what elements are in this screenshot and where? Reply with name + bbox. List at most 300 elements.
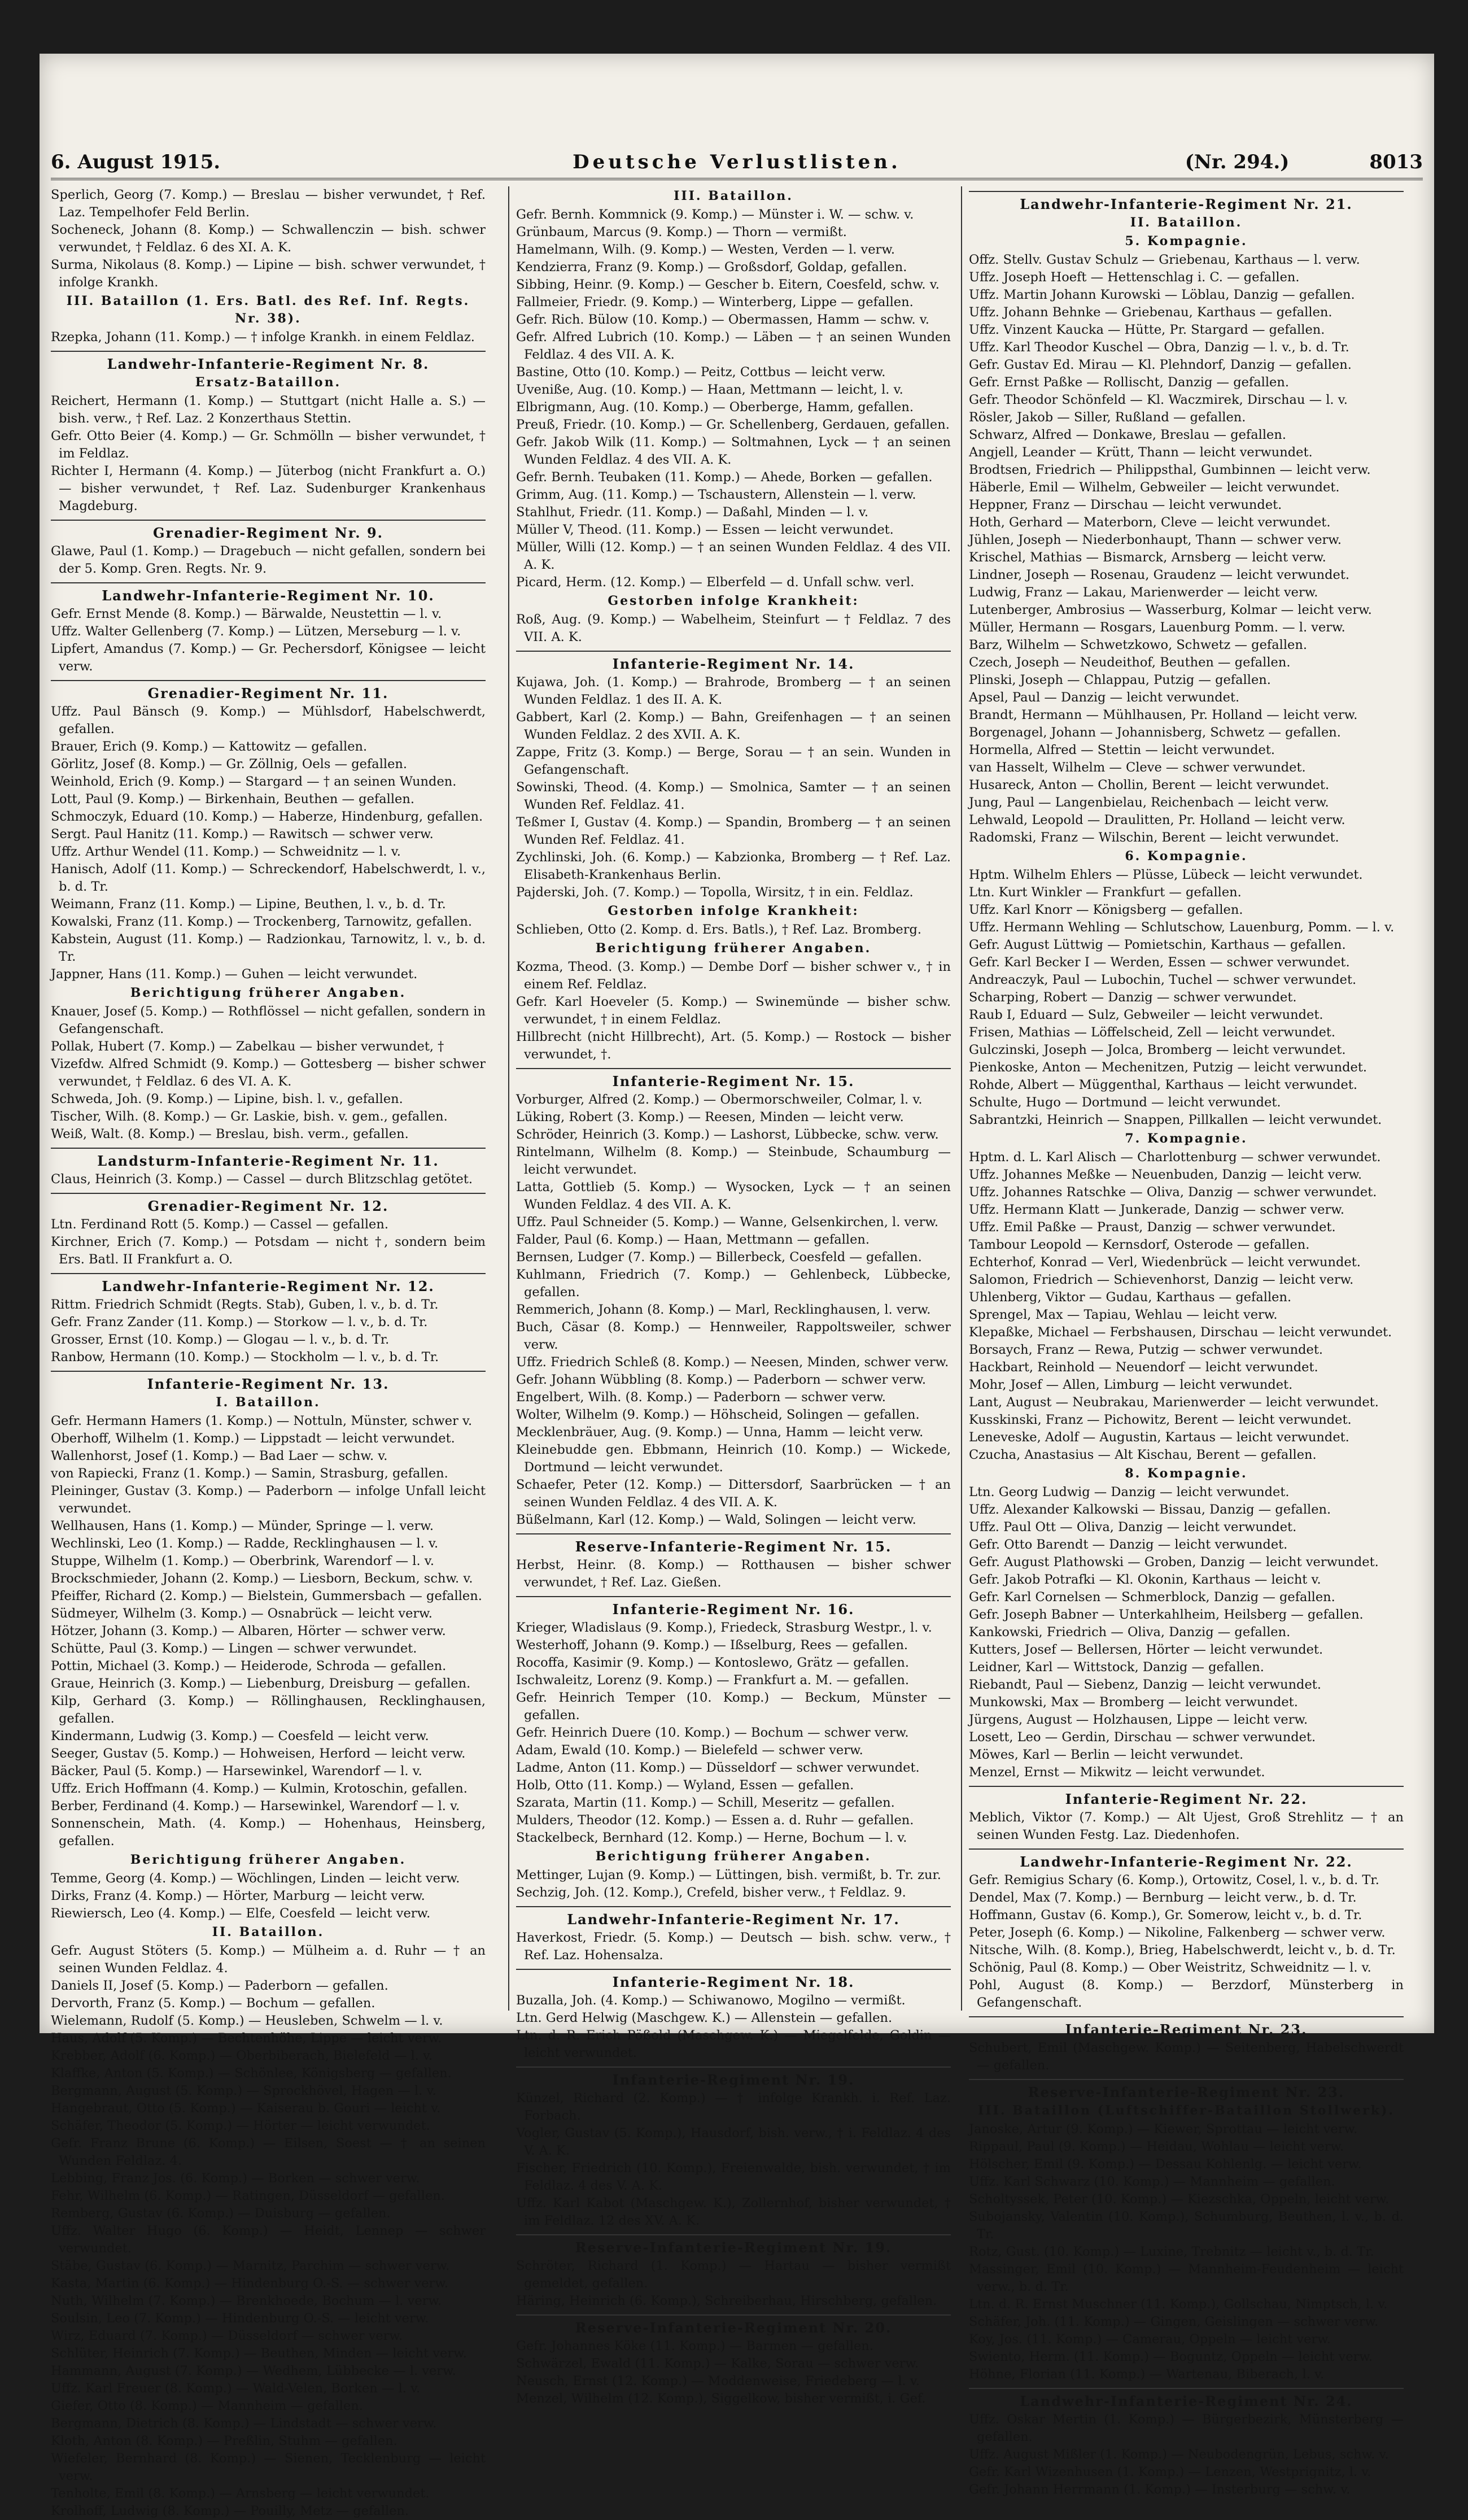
casualty-entry: Plinski, Joseph — Chlappau, Putzig — gefallen. bbox=[969, 673, 1271, 687]
casualty-entry: Gefr. Heinrich Duere (10. Komp.) — Bochum — schwer verw. bbox=[516, 1725, 909, 1740]
casualty-entry: Gefr. Heinrich Temper (10. Komp.) — Beckum, Münster — gefallen. bbox=[516, 1690, 951, 1723]
casualty-entry: Remberg, Gustav (6. Komp.) — Duisburg — gefallen. bbox=[51, 2206, 391, 2221]
casualty-entry: Wielemann, Rudolf (5. Komp.) — Heusleben, Schwelm — l. v. bbox=[51, 2013, 443, 2028]
casualty-entry: Uffz. Hermann Wehling — Schlutschow, Lauenburg, Pomm. — l. v. bbox=[969, 920, 1395, 935]
casualty-entry: Gefr. Remigius Schary (6. Komp.), Ortowitz, Cosel, l. v., b. d. Tr. bbox=[969, 1873, 1379, 1887]
casualty-entry: Tenholte, Emil (8. Komp.) — Arnsberg — leicht verwundet. bbox=[51, 2486, 430, 2501]
casualty-entry: Hamelmann, Wilh. (9. Komp.) — Westen, Verden — l. verw. bbox=[516, 242, 895, 257]
casualty-entry: Haus, Adolf (5. Komp.) — Bechtenhöhe, Lippe — leicht verw. bbox=[51, 2031, 442, 2046]
casualty-entry: Zappe, Fritz (3. Komp.) — Berge, Sorau — † an sein. Wunden in Gefangenschaft. bbox=[516, 745, 951, 777]
casualty-entry: Berber, Ferdinand (4. Komp.) — Harsewinkel, Warendorf — l. v. bbox=[51, 1799, 460, 1813]
casualty-entry: Offz. Stellv. Gustav Schulz — Griebenau, Karthaus — l. verw. bbox=[969, 252, 1360, 267]
casualty-entry: Szarata, Martin (11. Komp.) — Schill, Meseritz — gefallen. bbox=[516, 1795, 895, 1810]
casualty-entry: Sperlich, Georg (7. Komp.) — Breslau — bisher verwundet, † Ref. Laz. Tempelhofer Feld Berlin. bbox=[51, 188, 486, 220]
casualty-entry: Ranbow, Hermann (10. Komp.) — Stockholm — l. v., b. d. Tr. bbox=[51, 1350, 439, 1364]
section-heading: III. Bataillon (Luftschiffer-Bataillon Stollwerk). bbox=[977, 2103, 1395, 2118]
casualty-entry: Südmeyer, Wilhelm (3. Komp.) — Osnabrück — leicht verw. bbox=[51, 1606, 432, 1621]
casualty-entry: Herbst, Heinr. (8. Komp.) — Rotthausen — bisher schwer verwundet, † Ref. Laz. Gießen. bbox=[516, 1558, 951, 1590]
casualty-entry: Jürgens, August — Holzhausen, Lippe — leicht verw. bbox=[969, 1712, 1308, 1727]
casualty-entry: Kleinebudde gen. Ebbmann, Heinrich (10. Komp.) — Wickede, Dortmund — leicht verwundet. bbox=[516, 1442, 951, 1475]
casualty-entry: Hillbrecht (nicht Hillbrecht), Art. (5. Komp.) — Rostock — bisher verwundet, †. bbox=[516, 1030, 951, 1062]
casualty-entry: Oberhoff, Wilhelm (1. Komp.) — Lippstadt — leicht verwundet. bbox=[51, 1431, 455, 1446]
column-3 bbox=[961, 186, 1404, 2497]
casualty-entry: Schlieben, Otto (2. Komp. d. Ers. Batls.), † Ref. Laz. Bromberg. bbox=[516, 922, 922, 937]
casualty-entry: Brandt, Hermann — Mühlhausen, Pr. Holland — leicht verw. bbox=[969, 708, 1358, 722]
newspaper-page bbox=[40, 54, 1434, 2518]
casualty-entry: Krieger, Wladislaus (9. Komp.), Friedeck, Strasburg Westpr., l. v. bbox=[516, 1620, 932, 1635]
casualty-entry: Uffz. Friedrich Schleß (8. Komp.) — Neesen, Minden, schwer verw. bbox=[516, 1355, 949, 1370]
casualty-entry: Koy, Jos. (11. Komp.) — Camerau, Oppeln — leicht verw. bbox=[969, 2332, 1331, 2347]
casualty-entry: von Rapiecki, Franz (1. Komp.) — Samin, Strasburg, gefallen. bbox=[51, 1466, 448, 1481]
casualty-entry: Ltn. Kurt Winkler — Frankfurt — gefallen. bbox=[969, 885, 1242, 900]
casualty-entry: Gefr. Otto Barendt — Danzig — leicht verwundet. bbox=[969, 1537, 1288, 1552]
casualty-entry: Pottin, Michael (3. Komp.) — Heiderode, Schroda — gefallen. bbox=[51, 1659, 447, 1673]
casualty-entry: Gefr. Franz Brune (6. Komp.) — Eilsen, Soest — † an seinen Wunden Feldlaz. 4. bbox=[51, 2136, 486, 2168]
section-heading: Ersatz-Bataillon. bbox=[195, 375, 342, 390]
casualty-entry: Menzel, Ernst — Mikwitz — leicht verwundet. bbox=[969, 1765, 1265, 1780]
section-heading: 7. Kompagnie. bbox=[1125, 1131, 1248, 1146]
casualty-entry: Reichert, Hermann (1. Komp.) — Stuttgart (nicht Halle a. S.) — bish. verw., † Ref. Laz. 2 Konzerthaus Stettin. bbox=[51, 394, 486, 426]
casualty-entry: Preuß, Friedr. (10. Komp.) — Gr. Schellenberg, Gerdauen, gefallen. bbox=[516, 417, 950, 432]
casualty-entry: Claus, Heinrich (3. Komp.) — Cassel — durch Blitzschlag getötet. bbox=[51, 1172, 473, 1187]
casualty-entry: Sergt. Paul Hanitz (11. Komp.) — Rawitsch — schwer verw. bbox=[51, 827, 434, 842]
section-heading: Berichtigung früherer Angaben. bbox=[595, 941, 872, 956]
section-heading: II. Bataillon. bbox=[212, 1925, 325, 1939]
regiment-heading: Landwehr-Infanterie-Regiment Nr. 12. bbox=[51, 1273, 486, 1295]
casualty-entry: Schäfer, Theodor (5. Komp.) — Hörter — leicht verwundet. bbox=[51, 2118, 430, 2133]
casualty-entry: Soulsin, Leo (7. Komp.) — Hindenburg O.-S. — leicht verw. bbox=[51, 2311, 429, 2326]
casualty-entry: Gefr. Rich. Bülow (10. Komp.) — Obermassen, Hamm — schw. v. bbox=[516, 312, 929, 327]
casualty-entry: Gefr. Karl Cornelsen — Schmerblock, Danzig — gefallen. bbox=[969, 1590, 1335, 1605]
casualty-entry: Uffz. Paul Ott — Oliva, Danzig — leicht verwundet. bbox=[969, 1520, 1297, 1534]
casualty-entry: Gefr. Joseph Babner — Unterkahlheim, Heilsberg — gefallen. bbox=[969, 1607, 1364, 1622]
casualty-entry: Daniels II, Josef (5. Komp.) — Paderborn — gefallen. bbox=[51, 1978, 388, 1993]
casualty-entry: Klepaßke, Michael — Ferbshausen, Dirschau — leicht verwundet. bbox=[969, 1325, 1392, 1340]
casualty-entry: Zychlinski, Joh. (6. Komp.) — Kabzionka, Bromberg — † Ref. Laz. Elisabeth-Krankenhaus Berlin. bbox=[516, 850, 951, 882]
casualty-entry: Weimann, Franz (11. Komp.) — Lipine, Beuthen, l. v., b. d. Tr. bbox=[51, 897, 446, 912]
casualty-entry: Brodtsen, Friedrich — Philippsthal, Gumbinnen — leicht verw. bbox=[969, 463, 1371, 477]
casualty-entry: Bäcker, Paul (5. Komp.) — Harsewinkel, Warendorf — l. v. bbox=[51, 1764, 422, 1778]
casualty-entry: Gefr. August Lüttwig — Pomietschin, Karthaus — gefallen. bbox=[969, 938, 1346, 952]
casualty-entry: Lutenberger, Ambrosius — Wasserburg, Kolmar — leicht verw. bbox=[969, 603, 1372, 617]
casualty-entry: Uffz. Walter Gellenberg (7. Komp.) — Lützen, Merseburg — l. v. bbox=[51, 624, 461, 639]
casualty-entry: Angjell, Leander — Krütt, Thann — leicht verwundet. bbox=[969, 445, 1313, 460]
casualty-entry: Vogler, Gustav (5. Komp.), Hausdorf, bish. verw., † i. Feldlaz. 4 des V. A. K. bbox=[516, 2126, 951, 2158]
casualty-entry: Gefr. August Stöters (5. Komp.) — Mülheim a. d. Ruhr — † an seinen Wunden Feldlaz. 4. bbox=[51, 1943, 486, 1976]
casualty-entry: Nitsche, Wilh. (8. Komp.), Brieg, Habelschwerdt, leicht v., b. d. Tr. bbox=[969, 1943, 1396, 1957]
casualty-entry: Engelbert, Wilh. (8. Komp.) — Paderborn — schwer verw. bbox=[516, 1390, 886, 1405]
casualty-entry: Borsaych, Franz — Rewa, Putzig — schwer verwundet. bbox=[969, 1342, 1323, 1357]
casualty-entry: Gefr. Bernh. Teubaken (11. Komp.) — Ahede, Borken — gefallen. bbox=[516, 470, 933, 485]
casualty-entry: Holb, Otto (11. Komp.) — Wyland, Essen — gefallen. bbox=[516, 1778, 854, 1793]
casualty-entry: Grünbaum, Marcus (9. Komp.) — Thorn — vermißt. bbox=[516, 225, 847, 239]
casualty-entry: Gulczinski, Joseph — Jolca, Bromberg — leicht verwundet. bbox=[969, 1043, 1346, 1057]
casualty-entry: Jühlen, Joseph — Niederbonhaupt, Thann — schwer verw. bbox=[969, 533, 1342, 547]
casualty-entry: Höhne, Florian (11. Komp.) — Wartenau, Biberach, l. v. bbox=[969, 2367, 1325, 2382]
casualty-entry: Uffz. Walter Hugo (6. Komp.) — Heidt, Lennep — schwer verwundet. bbox=[51, 2223, 486, 2256]
casualty-entry: Lehwald, Leopold — Draulitten, Pr. Holland — leicht verw. bbox=[969, 813, 1345, 827]
section-heading: III. Bataillon. bbox=[674, 189, 793, 203]
casualty-entry: Ludwig, Franz — Lakau, Marienwerder — leicht verw. bbox=[969, 585, 1318, 600]
casualty-entry: Hanisch, Adolf (11. Komp.) — Schreckendorf, Habelschwerdt, l. v., b. d. Tr. bbox=[51, 862, 486, 894]
casualty-entry: Pajderski, Joh. (7. Komp.) — Topolla, Wirsitz, † in ein. Feldlaz. bbox=[516, 885, 914, 900]
casualty-entry: Nuth, Wilhelm (7. Komp.) — Brenkhoede, Bochum — l. verw. bbox=[51, 2294, 442, 2308]
casualty-entry: Bergmann, August (5. Komp.) — Sprockhövel, Hagen — l. v. bbox=[51, 2083, 436, 2098]
casualty-entry: Pfeiffer, Richard (2. Komp.) — Bielstein, Gummersbach — gefallen. bbox=[51, 1589, 482, 1603]
casualty-entry: Schütte, Paul (3. Komp.) — Lingen — schwer verwundet. bbox=[51, 1641, 417, 1656]
casualty-entry: Uffz. Johannes Meßke — Neuenbuden, Danzig — leicht verw. bbox=[969, 1167, 1362, 1182]
casualty-entry: Tambour Leopold — Kernsdorf, Osterode — gefallen. bbox=[969, 1237, 1310, 1252]
casualty-entry: Seeger, Gustav (5. Komp.) — Hohweisen, Herford — leicht verw. bbox=[51, 1746, 466, 1761]
casualty-entry: Mohr, Josef — Allen, Limburg — leicht verwundet. bbox=[969, 1377, 1293, 1392]
casualty-entry: Hptm. Wilhelm Ehlers — Plüsse, Lübeck — leicht verwundet. bbox=[969, 867, 1363, 882]
casualty-entry: Ischwaleitz, Lorenz (9. Komp.) — Frankfurt a. M. — gefallen. bbox=[516, 1673, 909, 1688]
casualty-entry: Wallenhorst, Josef (1. Komp.) — Bad Laer — schw. v. bbox=[51, 1449, 388, 1463]
casualty-entry: Rösler, Jakob — Siller, Rußland — gefallen. bbox=[969, 410, 1246, 425]
casualty-entry: Meblich, Viktor (7. Komp.) — Alt Ujest, Groß Strehlitz — † an seinen Wunden Festg. Laz. Diedenhofen. bbox=[969, 1810, 1404, 1842]
casualty-entry: Glawe, Paul (1. Komp.) — Dragebuch — nicht gefallen, sondern bei der 5. Komp. Gren. Regts. Nr. 9. bbox=[51, 544, 486, 576]
casualty-entry: Sibbing, Heinr. (9. Komp.) — Gescher b. Eitern, Coesfeld, schw. v. bbox=[516, 277, 940, 292]
regiment-heading: Grenadier-Regiment Nr. 9. bbox=[51, 520, 486, 542]
casualty-entry: Gefr. Karl Becker I — Werden, Essen — schwer verwundet. bbox=[969, 955, 1350, 970]
casualty-entry: Hölscher, Emil (9. Komp.) — Dessau Kohlenlg. — leicht verw. bbox=[969, 2157, 1362, 2172]
casualty-entry: Görlitz, Josef (8. Komp.) — Gr. Zöllnig, Oels — gefallen. bbox=[51, 757, 408, 771]
casualty-entry: Graue, Heinrich (3. Komp.) — Liebenburg, Dreisburg — gefallen. bbox=[51, 1676, 471, 1691]
casualty-entry: Temme, Georg (4. Komp.) — Wöchlingen, Linden — leicht verw. bbox=[51, 1871, 460, 1886]
casualty-entry: Kindermann, Ludwig (3. Komp.) — Coesfeld — leicht verw. bbox=[51, 1729, 429, 1743]
casualty-entry: Ltn. Ferdinand Rott (5. Komp.) — Cassel — gefallen. bbox=[51, 1217, 388, 1232]
casualty-entry: Hptm. d. L. Karl Alisch — Charlottenburg — schwer verwundet. bbox=[969, 1150, 1381, 1165]
casualty-entry: Stahlhut, Friedr. (11. Komp.) — Daßahl, Minden — l. v. bbox=[516, 505, 869, 520]
regiment-heading: Landwehr-Infanterie-Regiment Nr. 10. bbox=[51, 582, 486, 604]
casualty-entry: Kloth, Anton (8. Komp.) — Preßlin, Stuhm — gefallen. bbox=[51, 2434, 397, 2448]
casualty-entry: Gabbert, Karl (2. Komp.) — Bahn, Greifenhagen — † an seinen Wunden Feldlaz. 2 des XVII. A. K. bbox=[516, 710, 951, 742]
section-heading: Berichtigung früherer Angaben. bbox=[595, 1849, 872, 1864]
regiment-heading: Landwehr-Infanterie-Regiment Nr. 22. bbox=[969, 1848, 1404, 1871]
casualty-entry: Gefr. Johann Herrmann (1. Komp.) — Insterburg — schw. v. bbox=[969, 2482, 1351, 2497]
casualty-entry: Rzepka, Johann (11. Komp.) — † infolge Krankh. in einem Feldlaz. bbox=[51, 330, 475, 345]
regiment-heading: Infanterie-Regiment Nr. 19. bbox=[516, 2066, 951, 2089]
issue-number: (Nr. 294.) bbox=[1185, 151, 1290, 173]
casualty-entry: Gefr. Jakob Wilk (11. Komp.) — Soltmahnen, Lyck — † an seinen Wunden Feldlaz. 4 des VII. A. K. bbox=[516, 435, 951, 467]
casualty-entry: Tischer, Wilh. (8. Komp.) — Gr. Laskie, bish. v. gem., gefallen. bbox=[51, 1109, 448, 1124]
casualty-entry: Schröter, Richard (1. Komp.) — Hartau — bisher vermißt gemeldet, gefallen. bbox=[516, 2259, 951, 2291]
casualty-entry: Lott, Paul (9. Komp.) — Birkenhain, Beuthen — gefallen. bbox=[51, 792, 414, 806]
casualty-entry: Buzalla, Joh. (4. Komp.) — Schiwanowo, Mogilno — vermißt. bbox=[516, 1993, 906, 2008]
casualty-entry: Brauer, Erich (9. Komp.) — Kattowitz — gefallen. bbox=[51, 739, 368, 754]
column-2 bbox=[508, 186, 951, 2406]
casualty-entry: Massinger, Emil (10. Komp.) — Mannheim-Feudenheim — leicht verw., b. d. Tr. bbox=[969, 2262, 1404, 2294]
casualty-entry: Frisen, Mathias — Löffelscheid, Zell — leicht verwundet. bbox=[969, 1025, 1336, 1040]
casualty-entry: Leidner, Karl — Wittstock, Danzig — gefallen. bbox=[969, 1660, 1264, 1675]
casualty-entry: Uffz. Karl Kabot (Maschgew. K.), Zollernhof, bisher verwundet, † im Feldlaz. 12 des XV. A. K. bbox=[516, 2196, 951, 2228]
casualty-entry: Richter I, Hermann (4. Komp.) — Jüterbog (nicht Frankfurt a. O.) — bisher verwundet, † Ref. Laz. Sudenburger Krankenhaus Magdeburg. bbox=[51, 464, 486, 513]
casualty-entry: Lindner, Joseph — Rosenau, Graudenz — leicht verwundet. bbox=[969, 568, 1350, 582]
casualty-entry: Gefr. Karl Hoeveler (5. Komp.) — Swinemünde — bisher schw. verwundet, † in einem Feldlaz. bbox=[516, 995, 951, 1027]
section-heading: Berichtigung früherer Angaben. bbox=[130, 986, 407, 1000]
casualty-entry: Husareck, Anton — Chollin, Berent — leicht verwundet. bbox=[969, 778, 1330, 792]
casualty-entry: Schmoczyk, Eduard (10. Komp.) — Haberze, Hindenburg, gefallen. bbox=[51, 809, 483, 824]
casualty-entry: Kuhlmann, Friedrich (7. Komp.) — Gehlenbeck, Lübbecke, gefallen. bbox=[516, 1267, 951, 1300]
casualty-entry: Kendzierra, Franz (9. Komp.) — Großsdorf, Goldap, gefallen. bbox=[516, 260, 907, 274]
casualty-entry: Hötzer, Johann (3. Komp.) — Albaren, Hörter — schwer verw. bbox=[51, 1624, 446, 1638]
casualty-entry: Haverkost, Friedr. (5. Komp.) — Deutsch — bish. schw. verw., † Ref. Laz. Hohensalza. bbox=[516, 1930, 951, 1963]
casualty-entry: Mulders, Theodor (12. Komp.) — Essen a. d. Ruhr — gefallen. bbox=[516, 1813, 914, 1828]
casualty-entry: Weiß, Walt. (8. Komp.) — Breslau, bish. verm., gefallen. bbox=[51, 1127, 409, 1141]
casualty-entry: Ltn. d. R. Ernst Muschner (11. Komp.), Gollschau, Nimptsch, l. v. bbox=[969, 2297, 1388, 2312]
casualty-entry: Lüking, Robert (3. Komp.) — Reesen, Minden — leicht verw. bbox=[516, 1110, 904, 1124]
casualty-entry: Kowalski, Franz (11. Komp.) — Trockenberg, Tarnowitz, gefallen. bbox=[51, 914, 472, 929]
casualty-entry: Uffz. Karl Freuer (8. Komp.) — Wald-Velen, Borken — l. v. bbox=[51, 2381, 421, 2396]
casualty-entry: Gefr. Hermann Hamers (1. Komp.) — Nottuln, Münster, schwer v. bbox=[51, 1414, 473, 1428]
casualty-entry: Riebandt, Paul — Siebenz, Danzig — leicht verwundet. bbox=[969, 1677, 1321, 1692]
casualty-entry: Hackbart, Reinhold — Neuendorf — leicht verwundet. bbox=[969, 1360, 1318, 1375]
casualty-entry: Hoth, Gerhard — Materborn, Cleve — leicht verwundet. bbox=[969, 515, 1331, 530]
casualty-entry: Uffz. Vinzent Kaucka — Hütte, Pr. Stargard — gefallen. bbox=[969, 322, 1325, 337]
casualty-entry: Schulte, Hugo — Dortmund — leicht verwundet. bbox=[969, 1095, 1281, 1110]
casualty-entry: Heppner, Franz — Dirschau — leicht verwundet. bbox=[969, 498, 1282, 512]
casualty-entry: Rohde, Albert — Müggenthal, Karthaus — leicht verwundet. bbox=[969, 1078, 1358, 1092]
casualty-entry: Schröder, Heinrich (3. Komp.) — Lashorst, Lübbecke, schw. verw. bbox=[516, 1127, 939, 1142]
casualty-entry: Weinhold, Erich (9. Komp.) — Stargard — † an seinen Wunden. bbox=[51, 774, 457, 789]
casualty-entry: van Hasselt, Wilhelm — Cleve — schwer verwundet. bbox=[969, 760, 1306, 775]
casualty-entry: Wellhausen, Hans (1. Komp.) — Münder, Springe — l. verw. bbox=[51, 1519, 434, 1533]
casualty-entry: Müller, Hermann — Rosgars, Lauenburg Pomm. — l. verw. bbox=[969, 620, 1345, 635]
casualty-entry: Borgenagel, Johann — Johannisberg, Schwetz — gefallen. bbox=[969, 725, 1341, 740]
casualty-entry: Bernsen, Ludger (7. Komp.) — Billerbeck, Coesfeld — gefallen. bbox=[516, 1250, 922, 1265]
casualty-entry: Schwarz, Alfred — Donkawe, Breslau — gefallen. bbox=[969, 428, 1287, 442]
regiment-heading: Reserve-Infanterie-Regiment Nr. 19. bbox=[516, 2234, 951, 2256]
casualty-entry: Kujawa, Joh. (1. Komp.) — Brahrode, Bromberg — † an seinen Wunden Feldlaz. 1 des II. A. K. bbox=[516, 675, 951, 707]
casualty-entry: Surma, Nikolaus (8. Komp.) — Lipine — bish. schwer verwundet, † infolge Krankh. bbox=[51, 258, 486, 290]
casualty-entry: Riewiersch, Leo (4. Komp.) — Elfe, Coesfeld — leicht verw. bbox=[51, 1906, 431, 1921]
section-heading: 6. Kompagnie. bbox=[1125, 849, 1248, 864]
regiment-heading: Infanterie-Regiment Nr. 18. bbox=[516, 1969, 951, 1991]
casualty-entry: Rocoffa, Kasimir (9. Komp.) — Kontoslewo, Grätz — gefallen. bbox=[516, 1655, 910, 1670]
casualty-entry: Gefr. Alfred Lubrich (10. Komp.) — Läben — † an seinen Wunden Feldlaz. 4 des VII. A. K. bbox=[516, 330, 951, 362]
casualty-entry: Gefr. Theodor Schönfeld — Kl. Waczmirek, Dirschau — l. v. bbox=[969, 393, 1348, 407]
casualty-entry: Uffz. Karl Theodor Kuschel — Obra, Danzig — l. v., b. d. Tr. bbox=[969, 340, 1349, 355]
casualty-entry: Brockschmieder, Johann (2. Komp.) — Liesborn, Beckum, schw. v. bbox=[51, 1571, 473, 1586]
casualty-entry: Müller V, Theod. (11. Komp.) — Essen — leicht verwundet. bbox=[516, 522, 894, 537]
casualty-entry: Echterhof, Konrad — Verl, Wiedenbrück — leicht verwundet. bbox=[969, 1255, 1361, 1270]
casualty-entry: Gefr. August Plathowski — Groben, Danzig — leicht verwundet. bbox=[969, 1555, 1379, 1569]
casualty-entry: Kankowski, Friedrich — Oliva, Danzig — gefallen. bbox=[969, 1625, 1291, 1640]
casualty-entry: Fallmeier, Friedr. (9. Komp.) — Winterberg, Lippe — gefallen. bbox=[516, 295, 914, 309]
regiment-heading: Landsturm-Infanterie-Regiment Nr. 11. bbox=[51, 1148, 486, 1170]
casualty-entry: Dirks, Franz (4. Komp.) — Hörter, Marburg — leicht verw. bbox=[51, 1889, 425, 1903]
casualty-entry: Häring, Heinrich (6. Komp.), Schreiberhau, Hirschberg, gefallen. bbox=[516, 2294, 937, 2308]
casualty-entry: Teßmer I, Gustav (4. Komp.) — Spandin, Bromberg — † an seinen Wunden Ref. Feldlaz. 41. bbox=[516, 815, 951, 847]
casualty-entry: Losett, Leo — Gerdin, Dirschau — schwer verwundet. bbox=[969, 1730, 1316, 1745]
casualty-entry: Gefr. Karl Wizenhusen (1. Komp.) — Lenzen, Westprignitz, l. v. bbox=[969, 2465, 1371, 2479]
section-heading: I. Bataillon. bbox=[216, 1395, 321, 1410]
casualty-entry: Knauer, Josef (5. Komp.) — Rothflössel — nicht gefallen, sondern in Gefangenschaft. bbox=[51, 1004, 486, 1036]
casualty-entry: Pleininger, Gustav (3. Komp.) — Paderborn — infolge Unfall leicht verwundet. bbox=[51, 1484, 486, 1516]
casualty-entry: Gefr. Gustav Ed. Mirau — Kl. Plehndorf, Danzig — gefallen. bbox=[969, 357, 1352, 372]
casualty-entry: Radomski, Franz — Wilschin, Berent — leicht verwundet. bbox=[969, 830, 1339, 845]
casualty-entry: Westerhoff, Johann (9. Komp.) — Ißselburg, Rees — gefallen. bbox=[516, 1638, 908, 1653]
casualty-entry: Subojansky, Valentin (10. Komp.), Schumburg, Beuthen, l. v., b. d. Tr. bbox=[969, 2209, 1404, 2242]
section-heading: II. Bataillon. bbox=[1130, 215, 1243, 230]
casualty-entry: Menzel, Wilhelm (12. Komp.), Siggelkow, bisher vermißt, i. Gef. bbox=[516, 2391, 926, 2406]
casualty-entry: Kozma, Theod. (3. Komp.) — Dembe Dorf — bisher schwer v., † in einem Ref. Feldlaz. bbox=[516, 960, 951, 992]
casualty-entry: Pollak, Hubert (7. Komp.) — Zabelkau — bisher verwundet, † bbox=[51, 1039, 444, 1054]
casualty-entry: Gefr. Ernst Paßke — Rollischt, Danzig — gefallen. bbox=[969, 375, 1290, 390]
casualty-entry: Wolter, Wilhelm (9. Komp.) — Höhscheid, Solingen — gefallen. bbox=[516, 1407, 920, 1422]
casualty-entry: Uffz. Emil Paßke — Praust, Danzig — schwer verwundet. bbox=[969, 1220, 1336, 1235]
casualty-entry: Dervorth, Franz (5. Komp.) — Bochum — gefallen. bbox=[51, 1996, 375, 2011]
casualty-entry: Pienkoske, Anton — Mechenitzen, Putzig — leicht verwundet. bbox=[969, 1060, 1367, 1075]
casualty-entry: Falder, Paul (6. Komp.) — Haan, Mettmann — gefallen. bbox=[516, 1232, 870, 1247]
section-heading: Gestorben infolge Krankheit: bbox=[608, 594, 859, 608]
casualty-entry: Hangebraut, Otto (5. Komp.) — Kaiserau b. Gouri — leicht v. bbox=[51, 2101, 441, 2116]
page-header bbox=[51, 144, 1423, 180]
casualty-entry: Lant, August — Neubrakau, Marienwerder — leicht verwundet. bbox=[969, 1395, 1379, 1410]
casualty-entry: Hormella, Alfred — Stettin — leicht verwundet. bbox=[969, 743, 1275, 757]
regiment-heading: Landwehr-Infanterie-Regiment Nr. 8. bbox=[51, 351, 486, 373]
casualty-entry: Picard, Herm. (12. Komp.) — Elberfeld — d. Unfall schw. verl. bbox=[516, 575, 915, 590]
casualty-entry: Remmerich, Johann (8. Komp.) — Marl, Recklinghausen, l. verw. bbox=[516, 1302, 931, 1317]
casualty-entry: Uveniße, Aug. (10. Komp.) — Haan, Mettmann — leicht, l. v. bbox=[516, 382, 903, 397]
casualty-entry: Hammann, August (7. Komp.) — Wedhem, Lübbecke — l. verw. bbox=[51, 2364, 456, 2378]
casualty-entry: Uffz. Alexander Kalkowski — Bissau, Danzig — gefallen. bbox=[969, 1502, 1331, 1517]
casualty-entry: Grosser, Ernst (10. Komp.) — Glogau — l. v., b. d. Tr. bbox=[51, 1332, 390, 1347]
casualty-entry: Krischel, Mathias — Bismarck, Arnsberg — leicht verw. bbox=[969, 550, 1326, 565]
casualty-entry: Stackelbeck, Bernhard (12. Komp.) — Herne, Bochum — l. v. bbox=[516, 1830, 907, 1845]
casualty-entry: Rippaul, Paul (9. Komp.) — Heidau, Wohlau — leicht verw. bbox=[969, 2139, 1344, 2154]
regiment-heading: Reserve-Infanterie-Regiment Nr. 20. bbox=[516, 2314, 951, 2336]
casualty-entry: Dendel, Max (7. Komp.) — Bernburg — leicht verw., b. d. Tr. bbox=[969, 1890, 1357, 1905]
casualty-entry: Schaefer, Peter (12. Komp.) — Dittersdorf, Saarbrücken — † an seinen Wunden Feldlaz. 4 des VII. A. K. bbox=[516, 1477, 951, 1510]
casualty-entry: Leneveske, Adolf — Augustin, Kartaus — leicht verwundet. bbox=[969, 1430, 1349, 1445]
casualty-entry: Rittm. Friedrich Schmidt (Regts. Stab), Guben, l. v., b. d. Tr. bbox=[51, 1297, 439, 1312]
casualty-entry: Wiefeler, Bernhard (8. Komp.) — Sienen, Tecklenburg — leicht verw. bbox=[51, 2451, 486, 2483]
casualty-entry: Latta, Gottlieb (5. Komp.) — Wysocken, Lyck — † an seinen Wunden Feldlaz. 4 des VII. A. K. bbox=[516, 1180, 951, 1212]
casualty-entry: Socheneck, Johann (8. Komp.) — Schwallenczin — bish. schwer verwundet, † Feldlaz. 6 des XI. A. K. bbox=[51, 223, 486, 255]
casualty-entry: Büßelmann, Karl (12. Komp.) — Wald, Solingen — leicht verw. bbox=[516, 1512, 916, 1527]
casualty-entry: Bastine, Otto (10. Komp.) — Peitz, Cottbus — leicht verw. bbox=[516, 365, 886, 380]
casualty-entry: Schönig, Paul (8. Komp.) — Ober Weistritz, Schweidnitz — l. v. bbox=[969, 1960, 1371, 1975]
casualty-entry: Wirz, Eduard (7. Komp.) — Düsseldorf — schwer verw. bbox=[51, 2329, 403, 2343]
casualty-entry: Vizefdw. Alfred Schmidt (9. Komp.) — Gottesberg — bisher schwer verwundet, † Feldlaz. 6 des VI. A. K. bbox=[51, 1057, 486, 1089]
casualty-entry: Ltn. d. R. Erich Pößold (Maschgew. K.) — Miegelfelde, Goldin — leicht verwundet. bbox=[516, 2028, 951, 2060]
casualty-entry: Uffz. Oskar Mertin (1. Komp.) — Bürgerbezirk, Münsterberg — gefallen. bbox=[969, 2412, 1404, 2444]
casualty-entry: Rintelmann, Wilhelm (8. Komp.) — Steinbude, Schaumburg — leicht verwundet. bbox=[516, 1145, 951, 1177]
casualty-entry: Roß, Aug. (9. Komp.) — Wabelheim, Steinfurt — † Feldlaz. 7 des VII. A. K. bbox=[516, 612, 951, 644]
casualty-entry: Uhlenberg, Viktor — Gudau, Karthaus — gefallen. bbox=[969, 1290, 1292, 1305]
section-heading: 5. Kompagnie. bbox=[1125, 234, 1248, 248]
page-number-value: 8013 bbox=[1369, 151, 1423, 173]
casualty-entry: Czucha, Anastasius — Alt Kischau, Berent — gefallen. bbox=[969, 1448, 1317, 1462]
casualty-entry: Gefr. Johann Wübbling (8. Komp.) — Paderborn — schwer verw. bbox=[516, 1372, 927, 1387]
casualty-entry: Janoske, Artur (9. Komp.) — Kiewer, Sprottau — leicht verw. bbox=[969, 2122, 1358, 2137]
casualty-entry: Mecklenbräuer, Aug. (9. Komp.) — Unna, Hamm — leicht verw. bbox=[516, 1425, 924, 1440]
casualty-entry: Grimm, Aug. (11. Komp.) — Tschaustern, Allenstein — l. verw. bbox=[516, 487, 916, 502]
casualty-entry: Munkowski, Max — Bromberg — leicht verwundet. bbox=[969, 1695, 1298, 1710]
regiment-heading: Infanterie-Regiment Nr. 13. bbox=[51, 1371, 486, 1393]
regiment-heading: Landwehr-Infanterie-Regiment Nr. 21. bbox=[969, 191, 1404, 213]
casualty-entry: Sprengel, Max — Tapiau, Wehlau — leicht verw. bbox=[969, 1307, 1278, 1322]
casualty-entry: Sonnenschein, Math. (4. Komp.) — Hohenhaus, Heinsberg, gefallen. bbox=[51, 1816, 486, 1848]
casualty-entry: Gefr. Otto Beier (4. Komp.) — Gr. Schmölln — bisher verwundet, † im Feldlaz. bbox=[51, 429, 486, 461]
casualty-entry: Scholtyssek, Peter (10. Komp.) — Kiezschka, Oppeln, leicht verw. bbox=[969, 2192, 1390, 2207]
casualty-entry: Mettinger, Lujan (9. Komp.) — Lüttingen, bish. vermißt, b. Tr. zur. bbox=[516, 1868, 941, 1882]
casualty-entry: Pohl, August (8. Komp.) — Berzdorf, Münsterberg in Gefangenschaft. bbox=[969, 1978, 1404, 2010]
casualty-entry: Fehr, Wilhelm (6. Komp.) — Ratingen, Düsseldorf — gefallen. bbox=[51, 2188, 445, 2203]
casualty-entry: Swiento, Herm. (11. Komp.) — Boguntz, Oppeln — leicht verw. bbox=[969, 2349, 1373, 2364]
casualty-entry: Schubert, Emil (Maschgew. Komp.) — Seitenberg, Habelschwerdt — gefallen. bbox=[969, 2041, 1404, 2073]
casualty-entry: Uffz. Johannes Ratschke — Oliva, Danzig — schwer verwundet. bbox=[969, 1185, 1377, 1200]
casualty-entry: Ltn. Gerd Helwig (Maschgew. K.) — Allenstein — gefallen. bbox=[516, 2011, 893, 2025]
section-heading: 8. Kompagnie. bbox=[1125, 1466, 1248, 1481]
casualty-entry: Apsel, Paul — Danzig — leicht verwundet. bbox=[969, 690, 1240, 705]
regiment-heading: Grenadier-Regiment Nr. 11. bbox=[51, 680, 486, 702]
regiment-heading: Grenadier-Regiment Nr. 12. bbox=[51, 1193, 486, 1215]
casualty-entry: Klaffke, Anton (5. Komp.) — Schönlee, Königsberg — gefallen. bbox=[51, 2066, 452, 2081]
casualty-entry: Uffz. Karl Knorr — Königsberg — gefallen. bbox=[969, 903, 1243, 917]
casualty-entry: Ladme, Anton (11. Komp.) — Düsseldorf — schwer verwundet. bbox=[516, 1760, 920, 1775]
casualty-entry: Kasta, Martin (6. Komp.) — Hindenburg O.-S. — schwer verw. bbox=[51, 2276, 449, 2291]
casualty-entry: Lebbing, Franz Jos. (6. Komp.) — Borken — schwer verw. bbox=[51, 2171, 420, 2186]
regiment-heading: Reserve-Infanterie-Regiment Nr. 23. bbox=[969, 2079, 1404, 2101]
regiment-heading: Landwehr-Infanterie-Regiment Nr. 24. bbox=[969, 2388, 1404, 2410]
issue-date: 6. August 1915. bbox=[51, 151, 221, 173]
casualty-entry: Schwärzel, Ewald (11. Komp.) — Kalke, Sorau — schwer verw. bbox=[516, 2356, 919, 2371]
regiment-heading: Landwehr-Infanterie-Regiment Nr. 17. bbox=[516, 1906, 951, 1928]
regiment-heading: Infanterie-Regiment Nr. 15. bbox=[516, 1068, 951, 1090]
regiment-heading: Infanterie-Regiment Nr. 23. bbox=[969, 2016, 1404, 2038]
casualty-entry: Buch, Cäsar (8. Komp.) — Hennweiler, Rappoltsweiler, schwer verw. bbox=[516, 1320, 951, 1352]
casualty-entry: Kabstein, August (11. Komp.) — Radzionkau, Tarnowitz, l. v., b. d. Tr. bbox=[51, 932, 486, 964]
column-1 bbox=[51, 186, 486, 2518]
casualty-entry: Vorburger, Alfred (2. Komp.) — Obermorschweiler, Colmar, l. v. bbox=[516, 1092, 923, 1107]
casualty-entry: Gefr. Franz Zander (11. Komp.) — Storkow — l. v., b. d. Tr. bbox=[51, 1315, 428, 1329]
casualty-entry: Möwes, Karl — Berlin — leicht verwundet. bbox=[969, 1747, 1244, 1762]
casualty-entry: Andreaczyk, Paul — Lubochin, Tuchel — schwer verwundet. bbox=[969, 973, 1357, 987]
casualty-entry: Salomon, Friedrich — Schievenhorst, Danzig — leicht verw. bbox=[969, 1272, 1354, 1287]
casualty-entry: Fischer, Friedrich (10. Komp.), Freienwalde, bish. verwundet, † im Feldlaz. 4 des V. A. K. bbox=[516, 2161, 951, 2193]
section-heading: III. Bataillon (1. Ers. Batl. des Ref. Inf. Regts. Nr. 38). bbox=[66, 294, 470, 326]
casualty-entry: Schweda, Joh. (9. Komp.) — Lipine, bish. l. v., gefallen. bbox=[51, 1092, 403, 1106]
casualty-entry: Kilp, Gerhard (3. Komp.) — Röllinghausen, Recklinghausen, gefallen. bbox=[51, 1694, 486, 1726]
casualty-entry: Krolhoff, Ludwig (8. Komp.) — Pouilly, Metz — gefallen. bbox=[51, 2504, 409, 2518]
casualty-entry: Czech, Joseph — Neudeithof, Beuthen — gefallen. bbox=[969, 655, 1291, 670]
casualty-entry: Wechlinski, Leo (1. Komp.) — Radde, Recklinghausen — l. v. bbox=[51, 1536, 439, 1551]
casualty-entry: Häberle, Emil — Wilhelm, Gebweiler — leicht verwundet. bbox=[969, 480, 1340, 495]
casualty-entry: Krebber, Adolf (6. Komp.) — Oberbiberach, Bielefeld — l. v. bbox=[51, 2048, 433, 2063]
casualty-entry: Uffz. Paul Bänsch (9. Komp.) — Mühlsdorf, Habelschwerdt, gefallen. bbox=[51, 704, 486, 736]
casualty-entry: Elbrigmann, Aug. (10. Komp.) — Oberberge, Hamm, gefallen. bbox=[516, 400, 914, 415]
publication-title: Deutsche Verlustlisten. bbox=[573, 151, 901, 173]
casualty-entry: Uffz. Martin Johann Kurowski — Löblau, Danzig — gefallen. bbox=[969, 287, 1355, 302]
casualty-entry: Gefr. Ernst Mende (8. Komp.) — Bärwalde, Neustettin — l. v. bbox=[51, 607, 442, 621]
casualty-entry: Raub I, Eduard — Sulz, Gebweiler — leicht verwundet. bbox=[969, 1008, 1323, 1022]
casualty-entry: Uffz. Arthur Wendel (11. Komp.) — Schweidnitz — l. v. bbox=[51, 844, 401, 859]
regiment-heading: Reserve-Infanterie-Regiment Nr. 15. bbox=[516, 1533, 951, 1555]
section-heading: Gestorben infolge Krankheit: bbox=[608, 904, 859, 918]
page-number bbox=[1185, 151, 1423, 173]
casualty-entry: Uffz. Joseph Hoeft — Hettenschlag i. C. — gefallen. bbox=[969, 270, 1300, 285]
casualty-entry: Barz, Wilhelm — Schwetzkowo, Schwetz — gefallen. bbox=[969, 638, 1307, 652]
casualty-entry: Scharping, Robert — Danzig — schwer verwundet. bbox=[969, 990, 1297, 1005]
casualty-entry: Kutters, Josef — Bellersen, Hörter — leicht verwundet. bbox=[969, 1642, 1323, 1657]
casualty-entry: Hoffmann, Gustav (6. Komp.), Gr. Somerow, leicht v., b. d. Tr. bbox=[969, 1908, 1362, 1922]
casualty-entry: Uffz. Hermann Klatt — Junkerade, Danzig — schwer verw. bbox=[969, 1202, 1344, 1217]
casualty-entry: Bergmann, Dietrich (8. Komp.) — Lindstadt — schwer verw. bbox=[51, 2416, 437, 2431]
casualty-entry: Kusskinski, Franz — Pichowitz, Berent — leicht verwundet. bbox=[969, 1412, 1352, 1427]
casualty-entry: Sowinski, Theod. (4. Komp.) — Smolnica, Samter — † an seinen Wunden Ref. Feldlaz. 41. bbox=[516, 780, 951, 812]
